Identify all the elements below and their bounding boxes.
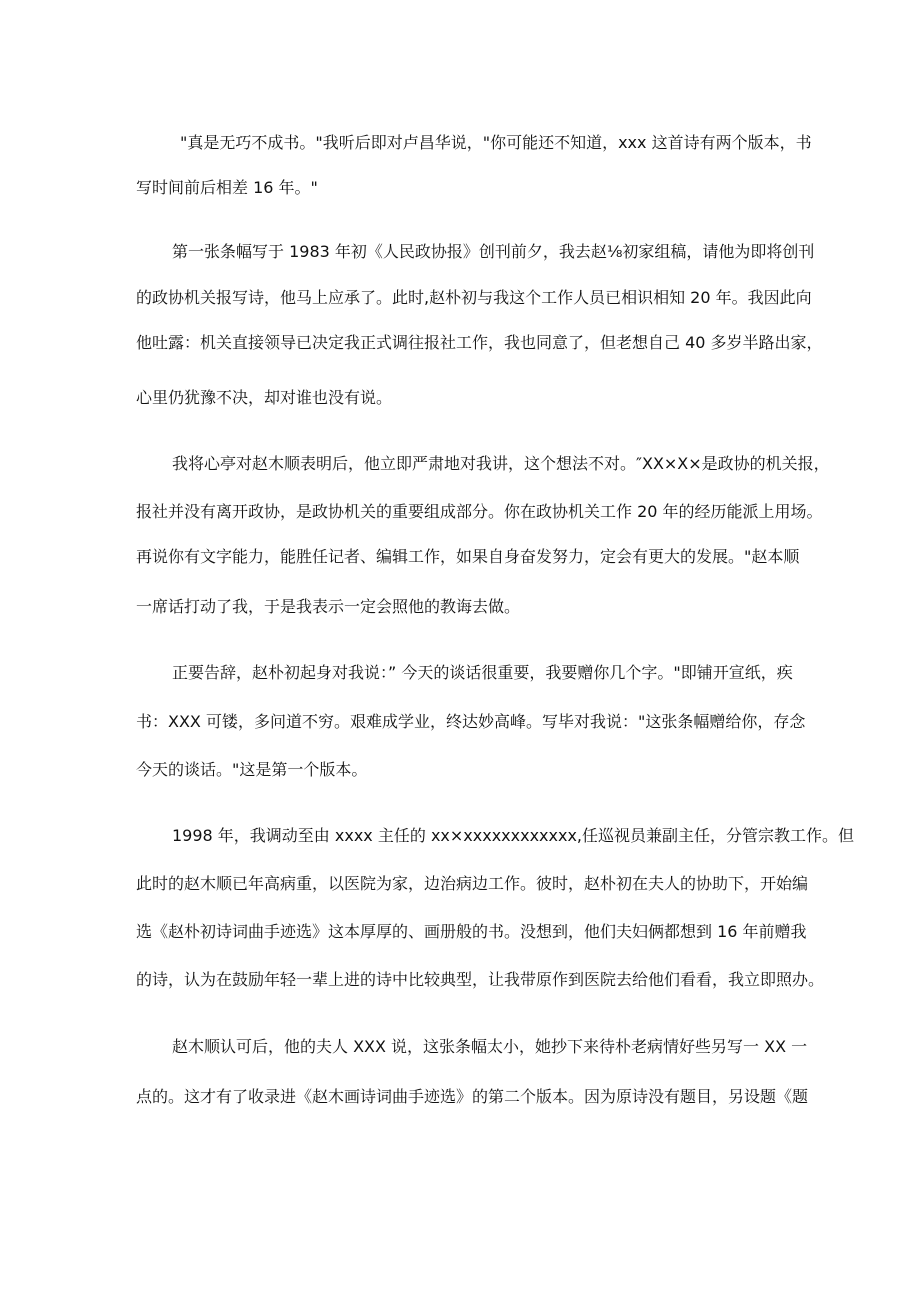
paragraph-line: 赵木顺认可后，他的夫人 XXX 说，这张条幅太小，她抄下来待朴老病情好些另写一 XX 一 [172,1037,808,1056]
paragraph-line: "真是无巧不成书。"我听后即对卢昌华说，"你可能还不知道，xxx 这首诗有两个版本，书 [180,133,812,152]
paragraph-line: 1998 年，我调动至由 xxxx 主任的 xx×xxxxxxxxxxxx,任巡视员兼副主任，分管宗教工作。但 [172,826,854,845]
paragraph-line: 再说你有文字能力，能胜任记者、编辑工作，如果自身奋发努力，定会有更大的发展。"赵本顺 [136,547,800,566]
paragraph-line: 的政协机关报写诗，他马上应承了。此时,赵朴初与我这个工作人员已相识相知 20 年。我因此向 [136,288,812,307]
paragraph-line: 他吐露：机关直接领导已决定我正式调往报社工作，我也同意了，但老想自己 40 多岁半路出家， [136,333,823,352]
paragraph-line: 选《赵朴初诗词曲手迹选》这本厚厚的、画册般的书。没想到，他们夫妇俩都想到 16 年前赠我 [136,922,807,941]
paragraph-line: 书：XXX 可镂，多问道不穷。艰难成学业，终达妙高峰。写毕对我说："这张条幅赠给你，存念 [136,712,806,731]
paragraph-line: 报社并没有离开政协，是政协机关的重要组成部分。你在政协机关工作 20 年的经历能派上用场。 [136,502,823,521]
paragraph-line: 的诗，认为在鼓励年轻一辈上进的诗中比较典型，让我带原作到医院去给他们看看，我立即照办。 [136,970,825,989]
paragraph-line: 写时间前后相差 16 年。" [136,178,318,197]
paragraph-line: 正要告辞，赵朴初起身对我说：” 今天的谈话很重要，我要赠你几个字。"即铺开宣纸，疾 [172,663,793,682]
paragraph-line: 第一张条幅写于 1983 年初《人民政协报》创刊前夕，我去赵⅛初家组稿，请他为即将创刊 [172,242,815,261]
paragraph-line: 心里仍犹豫不决，却对谁也没有说。 [136,388,393,407]
paragraph-line: 此时的赵木顺已年高病重，以医院为家，边治病边工作。彼时，赵朴初在夫人的协助下，开始编 [136,874,809,893]
paragraph-line: 点的。这才有了收录进《赵木画诗词曲手迹选》的第二个版本。因为原诗没有题目，另设题《题 [136,1087,809,1106]
paragraph-line: 我将心亭对赵木顺表明后，他立即严肃地对我讲，这个想法不对。″XX×X×是政协的机关报， [172,454,830,473]
paragraph-line: 一席话打动了我，于是我表示一定会照他的教诲去做。 [136,597,521,616]
paragraph-line: 今天的谈话。"这是第一个版本。 [136,760,368,779]
